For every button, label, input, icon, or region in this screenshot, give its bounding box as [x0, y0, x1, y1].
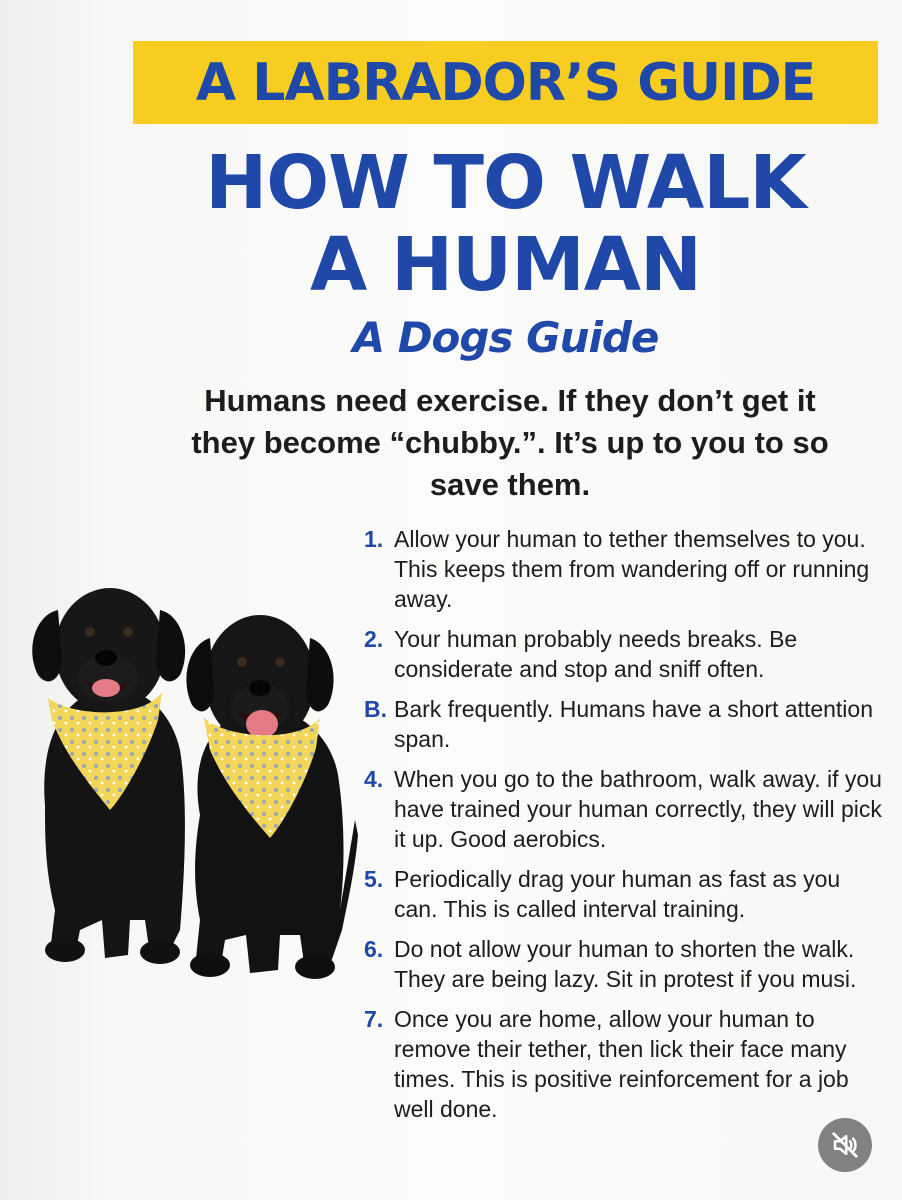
- intro-line-3: save them.: [429, 467, 591, 502]
- page-subtitle: A Dogs Guide: [352, 313, 659, 362]
- rule-text: Do not allow your human to shorten the walk. They are being lazy. Sit in protest if you musi.: [394, 936, 857, 992]
- intro-line-2: they become “chubby.”. It’s up to you to so: [191, 425, 829, 460]
- rule-number: 1.: [364, 526, 384, 552]
- guide-banner: [133, 41, 878, 124]
- rule-number: B.: [364, 696, 387, 722]
- rule-item-3: [364, 694, 894, 754]
- rule-number: 2.: [364, 626, 384, 652]
- rules-list: [364, 524, 894, 1134]
- left-dog: [32, 588, 185, 964]
- rule-item-5: [364, 864, 894, 924]
- labrador-dogs-image: [20, 570, 365, 1000]
- rule-number: 4.: [364, 766, 384, 792]
- rule-number: 6.: [364, 936, 384, 962]
- rule-item-2: [364, 624, 894, 684]
- mute-button[interactable]: [818, 1118, 872, 1172]
- right-dog: [186, 615, 358, 979]
- rule-item-6: [364, 934, 894, 994]
- rule-item-1: [364, 524, 894, 614]
- rule-item-7: [364, 1004, 894, 1124]
- rule-text: Bark frequently. Humans have a short attention span.: [394, 696, 874, 752]
- rule-text: When you go to the bathroom, walk away. if you have trained your human correctly, they will pick it up. Good aerobics.: [394, 766, 882, 852]
- intro-paragraph: [120, 380, 900, 506]
- title-line-2: A HUMAN: [310, 222, 701, 308]
- page-title: [133, 142, 878, 306]
- intro-line-1: Humans need exercise. If they don’t get it: [204, 383, 816, 418]
- rule-text: Periodically drag your human as fast as you can. This is called interval training.: [394, 866, 841, 922]
- rule-text: Your human probably needs breaks. Be considerate and stop and sniff often.: [394, 626, 798, 682]
- title-line-1: HOW TO WALK: [205, 140, 806, 226]
- banner-title: A LABRADOR’S GUIDE: [195, 52, 816, 113]
- rule-number: 7.: [364, 1006, 384, 1032]
- rule-item-4: [364, 764, 894, 854]
- volume-muted-icon: [830, 1130, 860, 1160]
- rule-text: Allow your human to tether themselves to you. This keeps them from wandering off or running away.: [394, 526, 870, 612]
- rule-text: Once you are home, allow your human to remove their tether, then lick their face many times. This is positive reinforcement for a job well done.: [394, 1006, 849, 1122]
- rule-number: 5.: [364, 866, 384, 892]
